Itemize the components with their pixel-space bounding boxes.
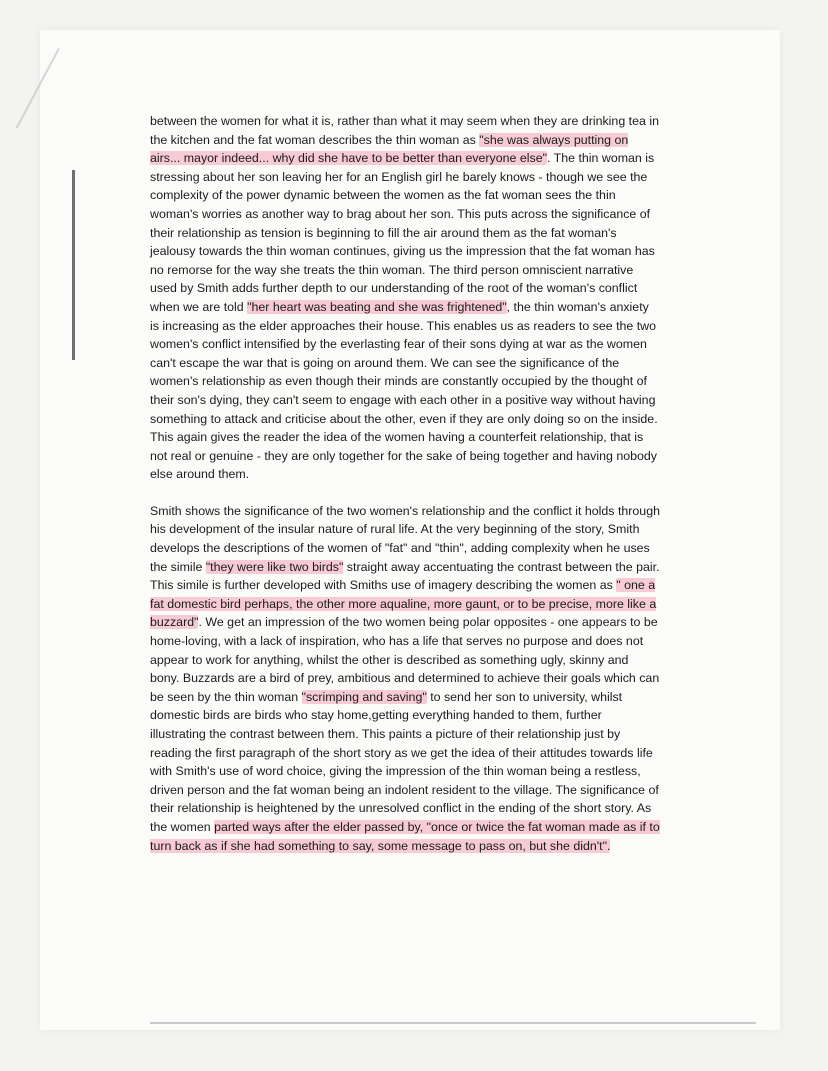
highlighted-quote: "she was always putting on airs... mayor indeed... why did she have to be better than everyone else" <box>150 132 629 166</box>
highlighted-quote: "scrimping and saving" <box>301 689 427 704</box>
text-segment: Smith shows the significance of the two women's relationship and the conflict it holds through his development of the insular nature of rural life. At the very beginning of the story, Smith develops the descriptions of the women of "fat" and "thin", adding complexity when he uses the simile <box>150 503 660 574</box>
binding-edge-mark <box>72 170 75 360</box>
text-segment: straight away accentuating the contrast between the pair. This simile is further developed with Smiths use of imagery describing the women as <box>150 559 660 593</box>
text-segment: . The thin woman is stressing about her son leaving her for an English girl he barely knows - though we see the complexity of the power dynamic between the women as the fat woman sees the thin woman's worries as another way to brag about her son. This puts across the significance of their relationship as tension is beginning to fill the air around them as the fat woman's jealousy towards the thin woman continues, giving us the impression that the fat woman has no remorse for the way she treats the thin woman. The third person omniscient narrative used by Smith adds further depth to our understanding of the root of the woman's conflict when we are told <box>150 151 655 314</box>
text-segment: . We get an impression of the two women being polar opposites - one appears to be home-loving, with a lack of inspiration, who has a life that serves no purpose and does not appear to work for anything, whilst the other is described as something ugly, skinny and bony. Buzzards are a bird of prey, ambitious and determined to achieve their goals which can be seen by the thin woman <box>150 615 660 704</box>
highlighted-quote: parted ways after the elder passed by, "once or twice the fat woman made as if to turn back as if she had something to say, some message to pass on, but she didn't". <box>150 819 660 853</box>
paragraph-1 <box>150 112 660 484</box>
bottom-rule <box>150 1022 756 1024</box>
text-segment: to send her son to university, whilst domestic birds are birds who stay home,getting everything handed to them, further illustrating the contrast between them. This paints a picture of their relationship just by reading the first paragraph of the short story as we get the idea of their attitudes towards life with Smith's use of word choice, giving the impression of the thin woman being a restless, driven person and the fat woman being an indolent resident to the village. The significance of their relationship is heightened by the unresolved conflict in the ending of the short story. As the women <box>150 689 659 834</box>
text-segment: , the thin woman's anxiety is increasing as the elder approaches their house. This enables us as readers to see the two women's conflict intensified by the everlasting fear of their sons dying at war as the women can't escape the war that is going on around them. We can see the significance of the women's relationship as even though their minds are constantly occupied by the thought of their son's dying, they can't seem to engage with each other in a positive way without having something to attack and criticise about the other, even if they are only doing so on the inside. This again gives the reader the idea of the women having a counterfeit relationship, that is not real or genuine - they are only together for the sake of being together and having nobody else around them. <box>150 299 658 482</box>
text-segment: between the women for what it is, rather than what it may seem when they are drinking tea in the kitchen and the fat woman describes the thin woman as <box>150 114 659 147</box>
essay-text <box>150 112 660 855</box>
highlighted-quote: " one a fat domestic bird perhaps, the other more aqualine, more gaunt, or to be precise, more like a buzzard" <box>150 578 657 630</box>
highlighted-quote: "her heart was beating and she was frightened" <box>247 299 507 314</box>
highlighted-quote: "they were like two birds" <box>205 559 344 574</box>
paragraph-2 <box>150 502 660 855</box>
